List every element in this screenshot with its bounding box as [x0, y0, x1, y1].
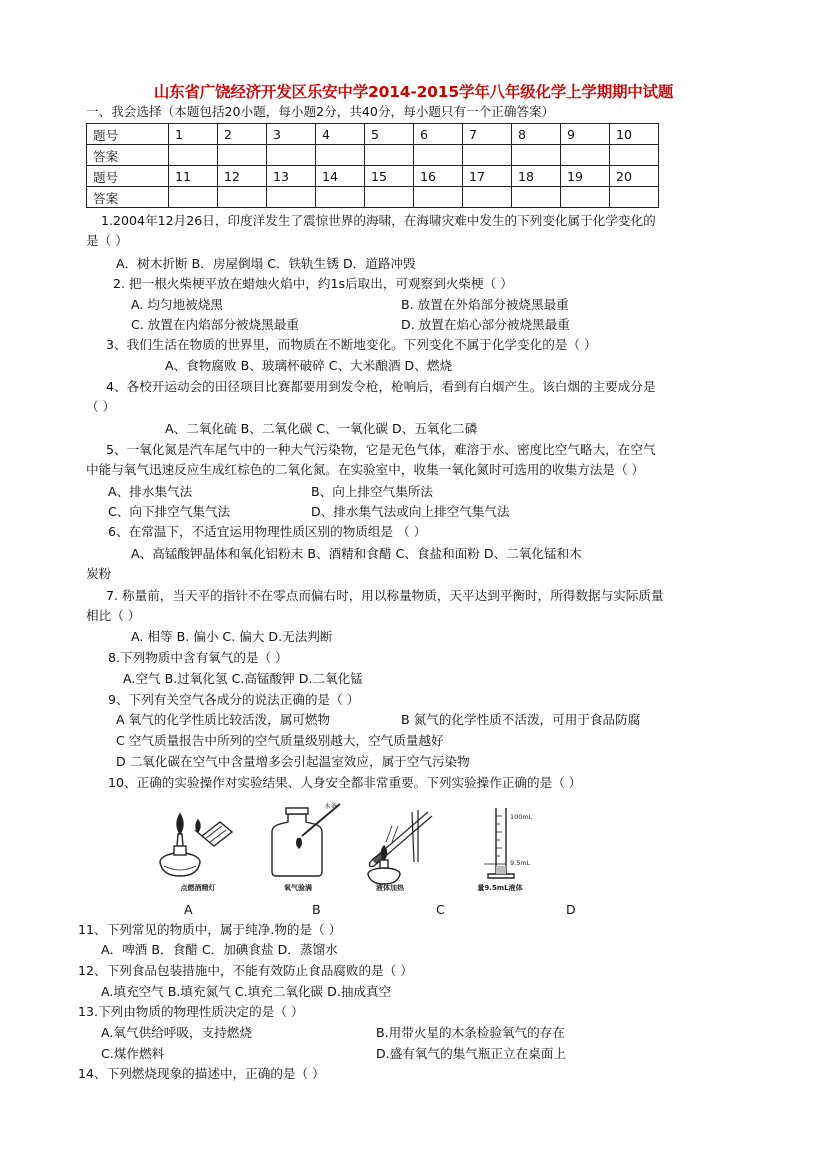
question-5-stem-cont: 中能与氧气迅速反应生成红棕色的二氧化氮。在实验室中，收集一氧化氮时可选用的收集方法是（ ） — [86, 462, 645, 477]
figure-letter-d: D — [566, 902, 576, 917]
question-2-option-a: A. 均匀地被烧黑 — [131, 297, 223, 312]
question-6-stem: 6、在常温下，不适宜运用物理性质区别的物质组是 （ ） — [108, 524, 427, 539]
question-9-option-d: D 二氧化碳在空气中含量增多会引起温室效应，属于空气污染物 — [116, 754, 470, 769]
question-11-options: A．啤酒 B．食醋 C．加碘食盐 D．蒸馏水 — [101, 942, 338, 957]
question-4-stem: 4、各校开运动会的田径项目比赛都要用到发令枪，枪响后，看到有白烟产生。该白烟的主要成分是 — [106, 379, 656, 394]
question-13-option-c: C.煤作燃料 — [101, 1046, 165, 1061]
question-3-stem: 3、我们生活在物质的世界里，而物质在不断地变化。下列变化不属于化学变化的是（ ） — [106, 337, 597, 352]
question-9-option-c: C 空气质量报告中所列的空气质量级别越大，空气质量越好 — [116, 733, 444, 748]
answer-cell — [316, 187, 365, 208]
answer-cell — [512, 145, 561, 166]
question-13-option-a: A.氧气供给呼吸，支持燃烧 — [101, 1025, 252, 1040]
question-number-cell: 10 — [610, 124, 659, 145]
question-number-cell: 19 — [561, 166, 610, 187]
section-header: 一、我会选择（本题包括20小题，每小题2分，共40分，每小题只有一个正确答案） — [86, 104, 555, 119]
question-14-stem: 14、下列燃烧现象的描述中，正确的是（ ） — [78, 1066, 325, 1081]
question-7-options: A. 相等 B. 偏小 C. 偏大 D.无法判断 — [131, 629, 333, 644]
question-number-cell: 11 — [169, 166, 218, 187]
question-11-stem: 11、下列常见的物质中，属于纯净.物的是（ ） — [78, 922, 342, 937]
figure-a-caption: 点燃酒精灯 — [180, 884, 216, 892]
question-number-cell: 8 — [512, 124, 561, 145]
answer-cell — [169, 145, 218, 166]
volume-label-100ml: 100mL — [510, 813, 533, 821]
figure-c-caption: 液体加热 — [376, 884, 404, 892]
second-lamp-icon — [195, 820, 232, 846]
lab-figure-d — [470, 802, 550, 894]
question-9-option-a: A 氧气的化学性质比较活泼，属可燃物 — [116, 712, 331, 727]
lab-figure-c — [352, 802, 452, 894]
answer-cell — [561, 187, 610, 208]
answer-cell — [463, 187, 512, 208]
answer-cell — [267, 187, 316, 208]
question-number-cell: 9 — [561, 124, 610, 145]
question-2-option-c: C. 放置在内焰部分被烧黑最重 — [131, 317, 299, 332]
question-number-cell: 5 — [365, 124, 414, 145]
question-1-stem: 1.2004年12月26日，印度洋发生了震惊世界的海啸，在海啸灾难中发生的下列变化属于化学变化的 — [101, 213, 656, 228]
question-number-cell: 1 — [169, 124, 218, 145]
row-label: 题号 — [87, 124, 169, 145]
question-number-cell: 15 — [365, 166, 414, 187]
question-number-cell: 18 — [512, 166, 561, 187]
volume-label-9-5ml: 9.5mL — [510, 859, 531, 867]
question-number-cell: 12 — [218, 166, 267, 187]
alcohol-lamp-icon — [160, 814, 200, 876]
figure-b-caption: 氧气验满 — [284, 884, 312, 892]
answer-cell — [218, 187, 267, 208]
question-2-stem: 2. 把一根火柴梗平放在蜡烛火焰中，约1s后取出，可观察到火柴梗（ ） — [113, 276, 513, 291]
table-row — [87, 145, 659, 166]
question-12-stem: 12、下列食品包装措施中，不能有效防止食品腐败的是（ ） — [78, 963, 413, 978]
question-7-stem-cont: 相比（ ） — [86, 608, 141, 623]
question-8-options: A.空气 B.过氧化氢 C.高锰酸钾 D.二氧化锰 — [123, 671, 363, 686]
answer-cell — [316, 145, 365, 166]
table-row — [87, 166, 659, 187]
question-4-options: A、二氧化硫 B、二氧化碳 C、一氧化碳 D、五氧化二磷 — [165, 421, 478, 436]
question-number-cell: 14 — [316, 166, 365, 187]
question-1-options: A．树木折断 B．房屋倒塌 C．铁轨生锈 D．道路冲毁 — [116, 256, 416, 271]
question-10-stem: 10、正确的实验操作对实验结果、人身安全都非常重要。下列实验操作正确的是（ ） — [108, 775, 582, 790]
answer-cell — [512, 187, 561, 208]
answer-cell — [561, 145, 610, 166]
answer-cell — [610, 145, 659, 166]
test-tube-heating-icon — [368, 810, 432, 884]
question-5-option-b: B、向上排空气集所法 — [311, 484, 433, 499]
question-number-cell: 13 — [267, 166, 316, 187]
answer-cell — [365, 187, 414, 208]
question-3-options: A、食物腐败 B、玻璃杯破碎 C、大米酿酒 D、燃烧 — [165, 358, 453, 373]
lab-figure-a — [150, 802, 250, 894]
answer-cell — [267, 145, 316, 166]
answer-cell — [463, 145, 512, 166]
figure-letter-c: C — [436, 902, 445, 917]
question-2-option-d: D. 放置在焰心部分被烧黑最重 — [401, 317, 570, 332]
row-label: 答案 — [87, 187, 169, 208]
question-number-cell: 6 — [414, 124, 463, 145]
question-number-cell: 3 — [267, 124, 316, 145]
question-number-cell: 16 — [414, 166, 463, 187]
question-9-stem: 9、下列有关空气各成分的说法正确的是（ ） — [108, 692, 360, 707]
answer-cell — [169, 187, 218, 208]
question-5-option-d: D、排水集气法或向上排空气集气法 — [311, 504, 510, 519]
question-13-option-b: B.用带火星的木条检验氧气的存在 — [376, 1025, 565, 1040]
answer-cell — [365, 145, 414, 166]
question-7-stem: 7. 称量前，当天平的指针不在零点而偏右时，用以称量物质，天平达到平衡时，所得数据与实际质量 — [106, 588, 664, 603]
lab-figure-b — [262, 802, 352, 894]
answer-cell — [414, 145, 463, 166]
gas-bottle-icon — [272, 804, 340, 876]
table-row — [87, 187, 659, 208]
wood-label: 木条 — [324, 802, 337, 810]
question-5-stem: 5、一氧化氮是汽车尾气中的一种大气污染物，它是无色气体，难溶于水、密度比空气略大，在空气 — [106, 442, 656, 457]
question-4-stem-cont: （ ） — [86, 399, 116, 414]
answer-cell — [218, 145, 267, 166]
question-13-option-d: D.盛有氧气的集气瓶正立在桌面上 — [376, 1046, 567, 1061]
row-label: 题号 — [87, 166, 169, 187]
row-label: 答案 — [87, 145, 169, 166]
question-number-cell: 4 — [316, 124, 365, 145]
table-row — [87, 124, 659, 145]
figure-letter-a: A — [184, 902, 193, 917]
answer-cell — [610, 187, 659, 208]
question-13-stem: 13.下列由物质的物理性质决定的是（ ） — [78, 1004, 304, 1019]
question-5-option-a: A、排水集气法 — [108, 484, 193, 499]
answer-grid — [86, 123, 659, 208]
answer-cell — [414, 187, 463, 208]
question-1-stem-cont: 是（ ） — [86, 233, 128, 248]
figure-d-caption: 量9.5mL液体 — [477, 884, 523, 892]
question-5-option-c: C、向下排空气集气法 — [108, 504, 231, 519]
question-number-cell: 20 — [610, 166, 659, 187]
question-9-option-b: B 氮气的化学性质不活泼，可用于食品防腐 — [401, 712, 641, 727]
question-number-cell: 2 — [218, 124, 267, 145]
question-12-options: A.填充空气 B.填充氮气 C.填充二氧化碳 D.抽成真空 — [101, 984, 392, 999]
question-6-options: A、高锰酸钾晶体和氧化铝粉末 B、酒精和食醋 C、食盐和面粉 D、二氧化锰和木 — [131, 546, 582, 561]
question-2-option-b: B. 放置在外焰部分被烧黑最重 — [401, 297, 569, 312]
question-number-cell: 7 — [463, 124, 512, 145]
figure-letter-b: B — [312, 902, 321, 917]
exam-title: 山东省广饶经济开发区乐安中学2014-2015学年八年级化学上学期期中试题 — [153, 83, 674, 101]
question-number-cell: 17 — [463, 166, 512, 187]
question-8-stem: 8.下列物质中含有氧气的是（ ） — [108, 650, 288, 665]
question-6-options-cont: 炭粉 — [86, 566, 112, 581]
